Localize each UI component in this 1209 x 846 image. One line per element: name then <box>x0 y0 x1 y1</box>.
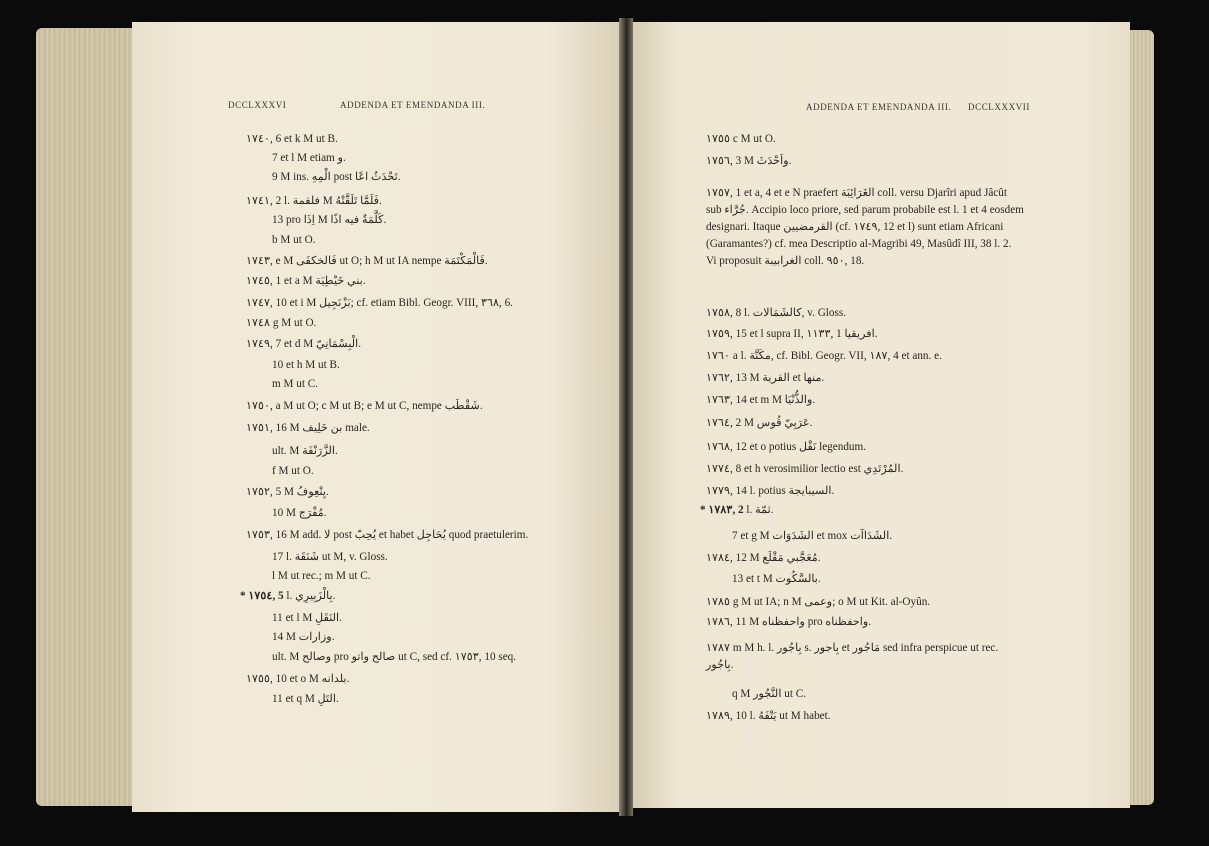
right-running-head: ADDENDA ET EMENDANDA III. <box>806 102 952 112</box>
entry-text: M مُعَجَّبي مَقْلَع. <box>749 552 821 564</box>
entry-ref: ١٧٥٦, 3 <box>706 155 742 167</box>
entry-text: M ut IA; n M وعمى; o M ut Kit. al-Oyûn. <box>741 596 931 608</box>
entry <box>272 360 340 371</box>
entry <box>706 395 815 406</box>
entry <box>732 689 806 700</box>
entry <box>272 446 338 457</box>
entry <box>246 256 488 267</box>
entry-text: M h. l. بِاجُور s. بِاجور et مَاجُور sed infra perspicue ut rec. بِاجُور. <box>706 642 999 671</box>
entry <box>272 172 401 183</box>
entry-text: et h verosimilior lectio est المُرْتَدِي. <box>744 463 904 475</box>
right-page <box>630 22 1130 808</box>
entry-text: M ut O. <box>281 317 317 329</box>
entry-ref: ١٧٥٢, 5 <box>246 486 282 498</box>
entry-ref: ١٧٥١, 16 <box>246 422 287 434</box>
entry-text: et l supra II, ١١٣٣, 1 افريقيا. <box>749 328 878 340</box>
left-page <box>132 22 622 812</box>
entry-text: l. potius السيبايجة. <box>749 485 835 497</box>
entry <box>246 530 528 541</box>
entry <box>272 379 318 390</box>
entry <box>272 694 339 705</box>
entry-text: et o M بلدانه. <box>289 673 350 685</box>
entry <box>240 591 335 602</box>
entry-text: M واحفظناه pro واحفظناه. <box>749 616 872 628</box>
entry-text: q M النَّجُور ut C. <box>732 688 806 700</box>
left-page-edges <box>36 28 136 806</box>
entry-text: M add. لا post يُحِبّ et habet يُحَاجِل quod praetulerim. <box>289 529 529 541</box>
entry <box>246 674 349 685</box>
entry <box>272 508 327 519</box>
entry-text: b M ut O. <box>272 234 316 246</box>
entry-text: et i M بَزْنَجِيل; cf. etiam Bibl. Geogr. VIII, ٣٦٨, 6. <box>289 297 513 309</box>
entry <box>246 318 316 329</box>
entry <box>272 571 371 582</box>
entry-text: l M ut rec.; m M ut C. <box>272 570 371 582</box>
entry-text: et o potius نَقْل legendum. <box>749 441 867 453</box>
entry <box>246 298 513 309</box>
entry <box>706 134 776 145</box>
entry <box>706 351 942 362</box>
entry-text: et a M بني خَيْطِيَة. <box>284 275 366 287</box>
entry <box>700 505 774 516</box>
entry-ref: ١٧٥٠, a <box>246 400 281 412</box>
entry-ref: ١٧٨٧ m <box>706 642 742 654</box>
entry <box>706 373 824 384</box>
entry <box>706 464 903 475</box>
entry-text: 17 l. شَنَقَة ut M, v. Gloss. <box>272 551 388 563</box>
entry-text: M القرية et منها. <box>749 372 825 384</box>
entry-text: l. مكَنَّة, cf. Bibl. Geogr. VII, ١٨٧, 4 et ann. e. <box>740 350 942 362</box>
book-gutter <box>619 18 633 816</box>
entry <box>246 339 361 350</box>
entry <box>732 574 821 585</box>
entry <box>706 329 878 340</box>
entry <box>272 153 346 164</box>
entry <box>706 442 866 453</box>
entry <box>706 185 1024 270</box>
entry-ref: ١٧٤١, 2 <box>246 195 282 207</box>
entry-text: 13 pro اِذَا M كَلَّمَةٌ فيه اذًا. <box>272 214 387 226</box>
entry-text: et m M والذُّنْيَا. <box>749 394 816 406</box>
entry-ref: ١٧٦٤, 2 <box>706 417 742 429</box>
entry-text: et a, 4 et e N praefert الغَرَائِبَة coll. versu Djarîri apud Jâcût sub جُرَّاء. Accipio loco priore, sed parum probabile est l. 1 et 4 eosdem designari. Itaque القرمضيين (cf. ١٧٤٩, 12 et l) sunt etiam Africani (Garamantes?) cf. mea Descriptio al-Magribi 49, Masûdî III, 38 l. 2. Vi proposuit الغرابيبة coll. ٩٥٠, 18. <box>706 187 1024 267</box>
entry-text: 11 et q M التَلِ. <box>272 693 339 705</box>
right-folio: DCCLXXXVII <box>968 102 1030 112</box>
entry-ref: * ١٧٥٤, 5 <box>240 590 284 602</box>
entry-ref: ١٧٤٧, 10 <box>246 297 287 309</box>
entry <box>706 640 1024 674</box>
entry <box>272 215 386 226</box>
entry-ref: ١٧٤٠, 6 <box>246 133 282 145</box>
entry-ref: ١٧٧٩, 14 <box>706 485 747 497</box>
entry-ref: ١٧٦٠ a <box>706 350 738 362</box>
left-running-head: ADDENDA ET EMENDANDA III. <box>340 100 486 110</box>
entry-text: ult. M الزَّرَنْفَة. <box>272 445 338 457</box>
entry <box>246 276 366 287</box>
entry-text: l. فلقمة M فَلَمَّا تَلَقَّتْهُ. <box>284 195 382 207</box>
entry <box>246 423 370 434</box>
entry-ref: ١٧٤٣, e <box>246 255 281 267</box>
entry-text: f M ut O. <box>272 465 314 477</box>
entry-text: l. بِالْزَبِيرِي. <box>286 590 336 602</box>
entry-text: M ut O; c M ut B; e M ut C, nempe شَقْطَب. <box>283 400 483 412</box>
entry-ref: * ١٧٨٣, 2 <box>700 504 744 516</box>
entry <box>246 487 329 498</box>
entry-text: 11 et l M النَقَلِ. <box>272 612 342 624</box>
entry-ref: ١٧٨٤, 12 <box>706 552 747 564</box>
entry-text: 13 et t M بالسَّكُوت. <box>732 573 821 585</box>
entry-text: et k M ut B. <box>284 133 338 145</box>
entry <box>706 308 846 319</box>
entry <box>246 134 338 145</box>
entry-text: ult. M وصالح pro صالح واتو ut C, sed cf. ١٧٥٣, 10 seq. <box>272 651 517 663</box>
entry-text: m M ut C. <box>272 378 319 390</box>
entry-ref: ١٧٨٩, 10 <box>706 710 747 722</box>
entry <box>706 156 791 167</box>
entry-text: et d M الْبِسْمَانِيّ. <box>284 338 362 350</box>
entry-text: 10 et h M ut B. <box>272 359 340 371</box>
entry-ref: ١٧٥٥ c <box>706 133 738 145</box>
entry-ref: ١٧٥٧, 1 <box>706 187 742 199</box>
entry-text: 7 et l M etiam و. <box>272 152 346 164</box>
entry-ref: ١٧٥٣, 16 <box>246 529 287 541</box>
entry-ref: ١٧٥٩, 15 <box>706 328 747 340</box>
entry <box>246 196 382 207</box>
entry-text: M واَحْدَثَ. <box>744 155 792 167</box>
left-folio: DCCLXXXVI <box>228 100 287 110</box>
entry-ref: ١٧٤٩, 7 <box>246 338 282 350</box>
entry-ref: ١٧٨٦, 11 <box>706 616 747 628</box>
entry-text: M عَرَبِيّ قُوس. <box>744 417 813 429</box>
entry-text: M فَالخكفَى ut O; h M ut IA nempe فَالْمَكْتَمَة. <box>283 255 488 267</box>
entry <box>706 553 821 564</box>
entry <box>246 401 483 412</box>
entry-text: M ut O. <box>740 133 776 145</box>
entry-ref: ١٧٥٥, 10 <box>246 673 287 685</box>
entry-text: 7 et g M الشَدَوَات et mox الشَدَاآت. <box>732 530 893 542</box>
entry-text: 9 M ins. الْمِهِ post تَحْدَثُ اعًا. <box>272 171 401 183</box>
entry-ref: ١٧٦٢, 13 <box>706 372 747 384</box>
entry <box>272 235 316 246</box>
entry-text: M يِنْعِوفُ. <box>284 486 329 498</box>
entry <box>272 632 335 643</box>
entry <box>272 652 516 663</box>
entry-text: l. يَتْفَهُ ut M habet. <box>749 710 831 722</box>
entry-ref: ١٧٦٨, 12 <box>706 441 747 453</box>
entry-text: M بن خَلِيف male. <box>289 422 370 434</box>
entry-ref: ١٧٧٤, 8 <box>706 463 742 475</box>
entry-text: 10 M مُفْرَج. <box>272 507 327 519</box>
entry <box>272 613 342 624</box>
entry-ref: ١٧٨٥ g <box>706 596 739 608</box>
entry <box>272 552 388 563</box>
entry <box>706 597 930 608</box>
entry-ref: ١٧٤٥, 1 <box>246 275 282 287</box>
entry <box>272 466 314 477</box>
entry-ref: ١٧٦٣, 14 <box>706 394 747 406</box>
entry-ref: ١٧٥٨, 8 <box>706 307 742 319</box>
entry <box>706 418 812 429</box>
entry <box>706 711 831 722</box>
entry-text: l. ثمّة. <box>746 504 774 516</box>
entry <box>706 617 871 628</box>
entry-text: 14 M وزارات. <box>272 631 335 643</box>
entry <box>732 531 892 542</box>
entry-text: l. كالشَمَالات, v. Gloss. <box>744 307 846 319</box>
entry-ref: ١٧٤٨ g <box>246 317 279 329</box>
entry <box>706 486 834 497</box>
